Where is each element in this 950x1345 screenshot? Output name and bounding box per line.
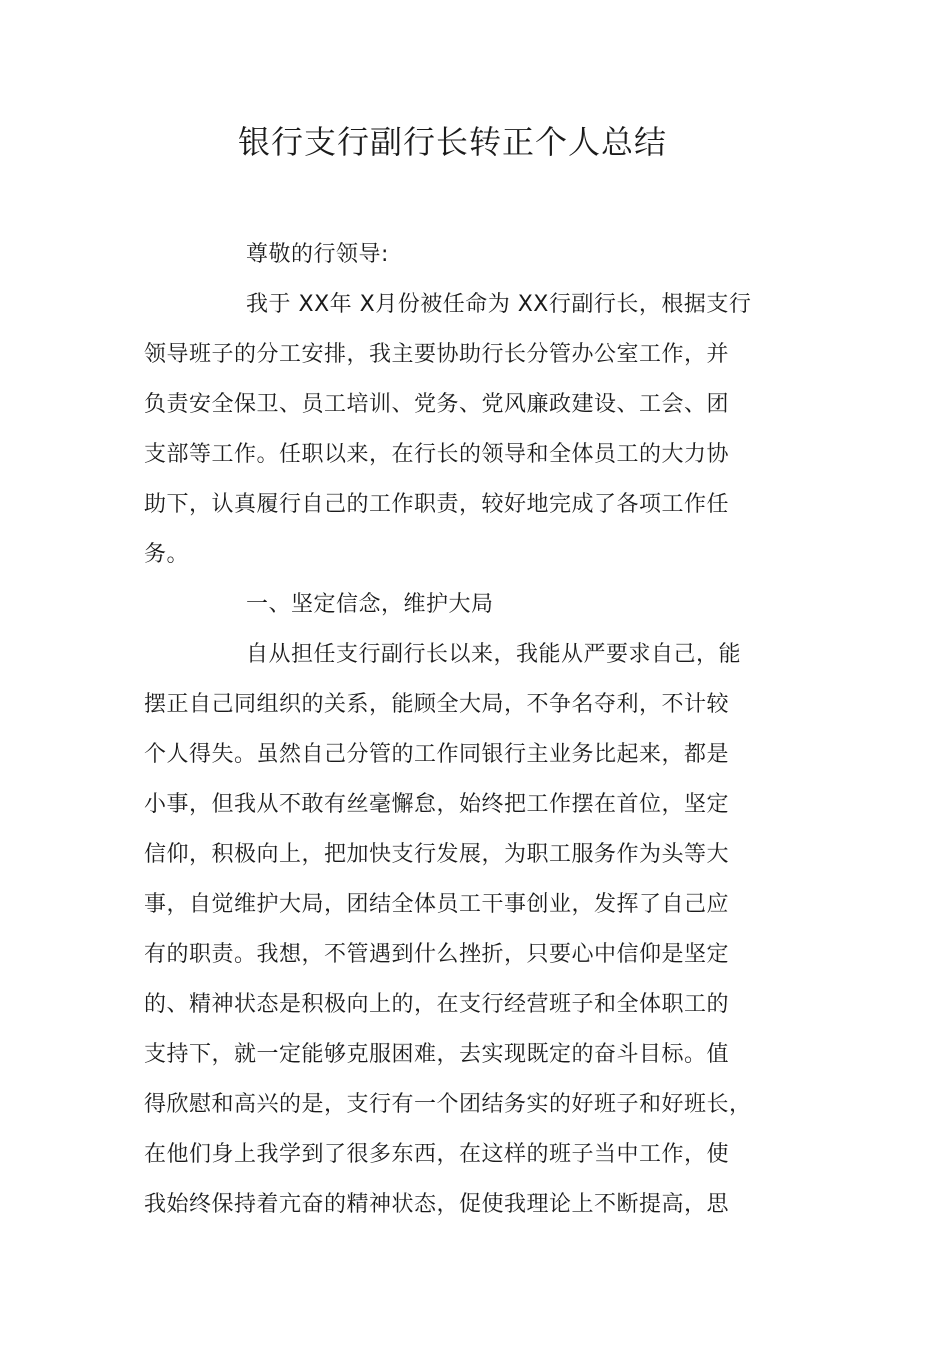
paragraph-line: 支部等工作。任职以来，在行长的领导和全体员工的大力协: [144, 442, 730, 467]
salutation: 尊敬的行领导:: [246, 242, 389, 267]
paragraph-line: 摆正自己同组织的关系，能顾全大局，不争名夺利，不计较: [144, 692, 730, 717]
paragraph-line: 的、精神状态是积极向上的，在支行经营班子和全体职工的: [144, 992, 730, 1017]
paragraph-line: 小事，但我从不敢有丝毫懈怠，始终把工作摆在首位，坚定: [144, 792, 730, 817]
paragraph-line: 支持下，就一定能够克服困难，去实现既定的奋斗目标。值: [144, 1042, 730, 1067]
paragraph-line: 自从担任支行副行长以来，我能从严要求自己，能: [246, 642, 742, 667]
paragraph-line: 我于 XX年 X月份被任命为 XX行副行长，根据支行: [246, 292, 752, 317]
paragraph-line: 领导班子的分工安排，我主要协助行长分管办公室工作，并: [144, 342, 730, 367]
paragraph-line: 个人得失。虽然自己分管的工作同银行主业务比起来，都是: [144, 742, 730, 767]
paragraph-line: 助下，认真履行自己的工作职责，较好地完成了各项工作任: [144, 492, 730, 517]
section-heading: 一、坚定信念，维护大局: [246, 592, 494, 617]
paragraph-line: 信仰，积极向上，把加快支行发展，为职工服务作为头等大: [144, 842, 730, 867]
paragraph-line: 务。: [144, 542, 190, 567]
paragraph-line: 得欣慰和高兴的是，支行有一个团结务实的好班子和好班长，: [144, 1092, 752, 1117]
document-title: 银行支行副行长转正个人总结: [237, 123, 667, 161]
paragraph-line: 事，自觉维护大局，团结全体员工干事创业，发挥了自己应: [144, 892, 730, 917]
paragraph-line: 在他们身上我学到了很多东西，在这样的班子当中工作，使: [144, 1142, 730, 1167]
paragraph-line: 有的职责。我想，不管遇到什么挫折，只要心中信仰是坚定: [144, 942, 730, 967]
paragraph-line: 负责安全保卫、员工培训、党务、党风廉政建设、工会、团: [144, 392, 730, 417]
paragraph-line: 我始终保持着亢奋的精神状态，促使我理论上不断提高，思: [144, 1192, 730, 1217]
